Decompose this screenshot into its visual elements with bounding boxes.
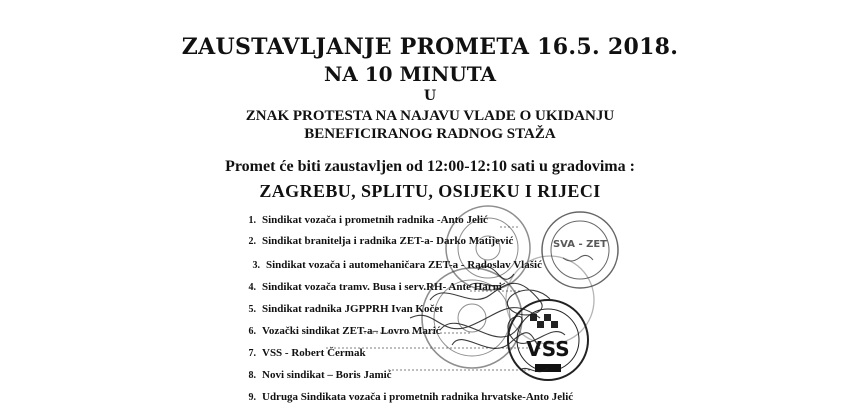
list-text: Sindikat vozača i automehaničara ZET-a - Radoslav Vlašić bbox=[266, 259, 542, 271]
list-item bbox=[236, 303, 636, 321]
list-text: Novi sindikat – Boris Jamić bbox=[262, 369, 392, 381]
duration-heading: NA 10 MINUTA bbox=[323, 62, 497, 86]
list-text: Sindikat vozača tramv. Busa i serv.RH- Ante Harni bbox=[262, 281, 502, 293]
sva-zet-label: SVA - ZET bbox=[552, 239, 608, 250]
vss-label: VSS bbox=[526, 337, 570, 361]
protest-reason-line-1: ZNAK PROTESTA NA NAJAVU VLADE O UKIDANJU bbox=[245, 108, 615, 124]
list-item bbox=[240, 259, 640, 277]
schedule-text: Promet će biti zaustavljen od 12:00-12:10 sati u gradovima : bbox=[225, 158, 635, 175]
list-number: 4. bbox=[248, 282, 256, 293]
connector-text: U bbox=[423, 88, 437, 104]
list-text: Vozački sindikat ZET-a– Lovro Marić bbox=[262, 325, 441, 337]
list-number: 1. bbox=[248, 215, 256, 226]
list-item bbox=[236, 347, 636, 365]
protest-reason-line-2: BENEFICIRANOG RADNOG STAŽA bbox=[304, 126, 556, 142]
list-item bbox=[236, 281, 636, 299]
list-item bbox=[236, 214, 636, 232]
list-text: Sindikat branitelja i radnika ZET-a- Darko Matijević bbox=[262, 235, 514, 247]
list-item bbox=[236, 369, 636, 387]
list-text: Sindikat vozača i prometnih radnika -Anto Jelić bbox=[262, 214, 488, 226]
list-number: 7. bbox=[248, 348, 256, 359]
list-number: 5. bbox=[248, 304, 256, 315]
list-number: 2. bbox=[248, 236, 256, 247]
list-number: 8. bbox=[248, 370, 256, 381]
list-text: Udruga Sindikata vozača i prometnih radnika hrvatske-Anto Jelić bbox=[262, 391, 574, 403]
list-item bbox=[236, 235, 636, 253]
list-item bbox=[236, 391, 636, 409]
list-text: VSS - Robert Čermak bbox=[262, 347, 366, 359]
list-number: 6. bbox=[248, 326, 256, 337]
list-item bbox=[236, 325, 636, 343]
document-title: ZAUSTAVLJANJE PROMETA 16.5. 2018. bbox=[181, 34, 679, 60]
list-number: 3. bbox=[252, 260, 260, 271]
list-text: Sindikat radnika JGPPRH Ivan Kočet bbox=[262, 303, 443, 315]
list-number: 9. bbox=[248, 392, 256, 403]
cities-text: ZAGREBU, SPLITU, OSIJEKU I RIJECI bbox=[259, 181, 601, 201]
